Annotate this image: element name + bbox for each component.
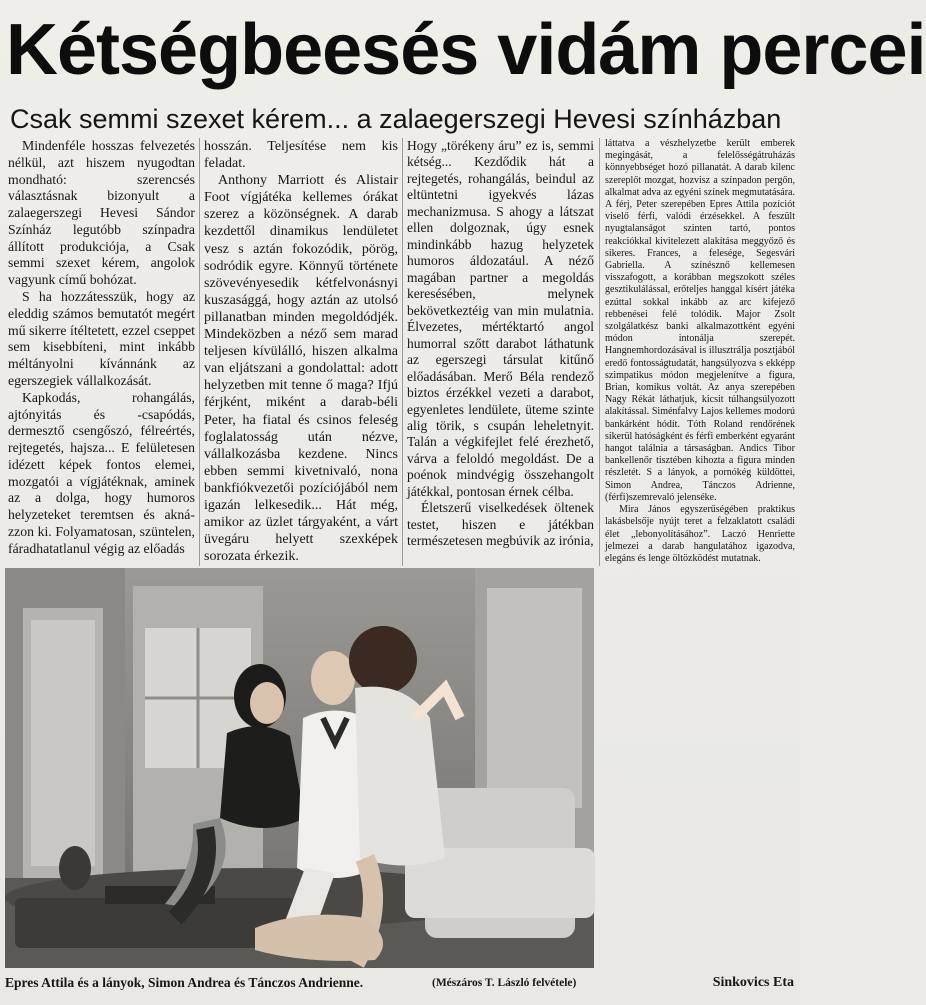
photo-credit: (Mészáros T. László felvétele) <box>432 977 577 989</box>
column-divider <box>402 138 403 566</box>
stage-photo <box>5 568 594 968</box>
article-paragraph: Anthony Marriott és Alistair Foot vígjátéka kellemes órákat szerez a közönségnek. A darab kezdettől dinamikus lendületet vesz s aztán fokozódik, pörög, sodródik egyre. Könnyű története szövevényesedik kétfelvonásnyi kuszasággá, hogy aztán az utolsó pillanatban minden megoldódjék. Mindeközben a néző sem marad teljesen kívülálló, hiszen alkalma van eljátszani a gondolattal: adott helyzetben mit tenne ő maga? Ifjú férjként, miként a darab-béli Peter, ha fiatal és csinos feleség foglalatosság után nézve, vállalkozásba kezdene. Nincs ebben semmi kivetnivaló, nona bankfiókvezetői pozíciójából nem igazán lelkesedik... Hát még, amikor az üzlet tárgyaként, a várt üvegáru helyett szexképek sorozata érkezik. <box>204 173 398 565</box>
column-divider <box>199 138 200 566</box>
text-column-3 <box>407 138 594 550</box>
text-column-2 <box>204 138 398 565</box>
article-paragraph: Mindenféle hosszas felvezetés nélkül, azt hiszem nyugodtan mondható: szerencsés választásnak bizonyult a zalaegerszegi Hevesi Sándor Színház legutóbb színpadra állított produkciója, a Csak semmi szexet kérem, angolok vagyunk című bohózat. <box>8 138 195 288</box>
text-column-4 <box>605 138 795 565</box>
stage-photo-illustration <box>5 568 594 968</box>
subheadline: Csak semmi szexet kérem... a zalaegerszegi Hevesi színházban <box>10 104 782 134</box>
article-paragraph: S ha hozzátesszük, hogy az eleddig számos bemutatót megért mű sikerre ítéltetett, ezzel cseppet sem kisebbíteni, mint inkább méltányolni kívánnánk az egerszegiek vállalkozását. <box>8 289 195 388</box>
headline: Kétségbeesés vidám percei <box>6 10 926 90</box>
article-paragraph: Kapkodás, rohangálás, ajtónyitás és -csapódás, dermesztő csengőszó, félreértés, rejtegetés, hajsza... E felületesen idézett képek fontos elemei, mozgatói a vígjátéknak, aminek az a dolga, hogy humoros helyzeteket teremtsen és aknázzon ki. Folyamatosan, szüntelen, fáradhatatlanul végig az előadás <box>8 389 195 556</box>
article-paragraph: Hogy „törékeny áru” ez is, semmi kétség... Kezdődik hát a rejtegetés, rohangálás, beindul az eltüntetni igyekvés lázas mechanizmusa. S ahogy a látszat ellen dolgoznak, úgy esnek mindinkább hazug helyzetek humoros áldozatául. A néző magában partner a megoldás keresésében, melynek bekövetkeztéig van min mulatnia. Élvezetes, mértéktartó angol humorral szőtt darabot láthatunk az egerszegi társulat kitűnő előadásában. Merő Béla rendező biztos érzékkel vezeti a darabot, egyenletes lendülete, üteme szinte alig törik, s csupán leheletnyit. Talán a végkifejlet felé érezhető, várva a feloldó megoldást. De a poénok mindvégig összehangolt játékkal, pontosan érnek célba. <box>407 138 594 499</box>
article-paragraph: hosszán. Teljesítése nem kis feladat. <box>204 139 398 172</box>
photo-caption: Epres Attila és a lányok, Simon Andrea és Tánczos Andrienne. <box>5 975 364 990</box>
column-divider <box>599 138 600 566</box>
author-byline: Sinkovics Eta <box>712 975 794 990</box>
article-paragraph: Mira János egyszerűségében praktikus lakásbelsője nyújt teret a felzaklatott családi élet „lebonyolításához”. Laczó Henriette jelmezei a darab hangulatához igazodva, elegáns és lenge öltözködést mutatnak. <box>605 504 795 564</box>
article-paragraph: láttatva a vészhelyzetbe került emberek megingását, a felelősségátruházás könnyebbséget hozó pillanatát. A darab kilenc szereplőt mozgat, hozvisz a színpadon pergőn, alkalmat adva az egyéni színek megmutatására. A férj, Peter szerepében Epres Attila pozíciót viselő férfi, valódi érzésekkel. A feszült nyugtalanságot szinten tartó, pontos reakciókkal kivitelezett alakítása meggyőző és sikeres. Frances, a felesége, Segesvári Gabriella. A színésznő kellemesen visszafogott, a korábban megszokott széles gesztikulálással, erőteljes hanggal kísért játéka ezúttal sokkal inkább az arc kifejező rebbenései felé tolódik. Major Zsolt szolgálatkész banki alkalmazottként egyéni módon intonálja szerepét. Hangnemhordozásával is illusztrálja posztjából eredő fontosságtudatát, hangsúlyozva s ekképp szimpatikus módon megjelenítve a figura, Brian, komikus voltát. Az anya szerepében Nagy Rékát láthatjuk, kicsit túlhangsúlyozott alakítással. Siménfalvy Lajos kellemes modorú bankárként hódít. Tóth Roland rendőrének sikerül hatóságként és férfi emberként egyaránt hangot találnia a társaságban. Andics Tibor bankellenőr tisztében kihozta a figura minden részletét. S a lányok, a pornókég küldöttei, Simon Andrea, Tánczos Adrienne, (férfi)szemrevaló jelenséke. <box>605 138 795 503</box>
text-column-1 <box>8 138 195 558</box>
article-paragraph: Életszerű viselkedések öltenek testet, hiszen e játékban természetesen megbúvik az irónia, <box>407 500 594 549</box>
